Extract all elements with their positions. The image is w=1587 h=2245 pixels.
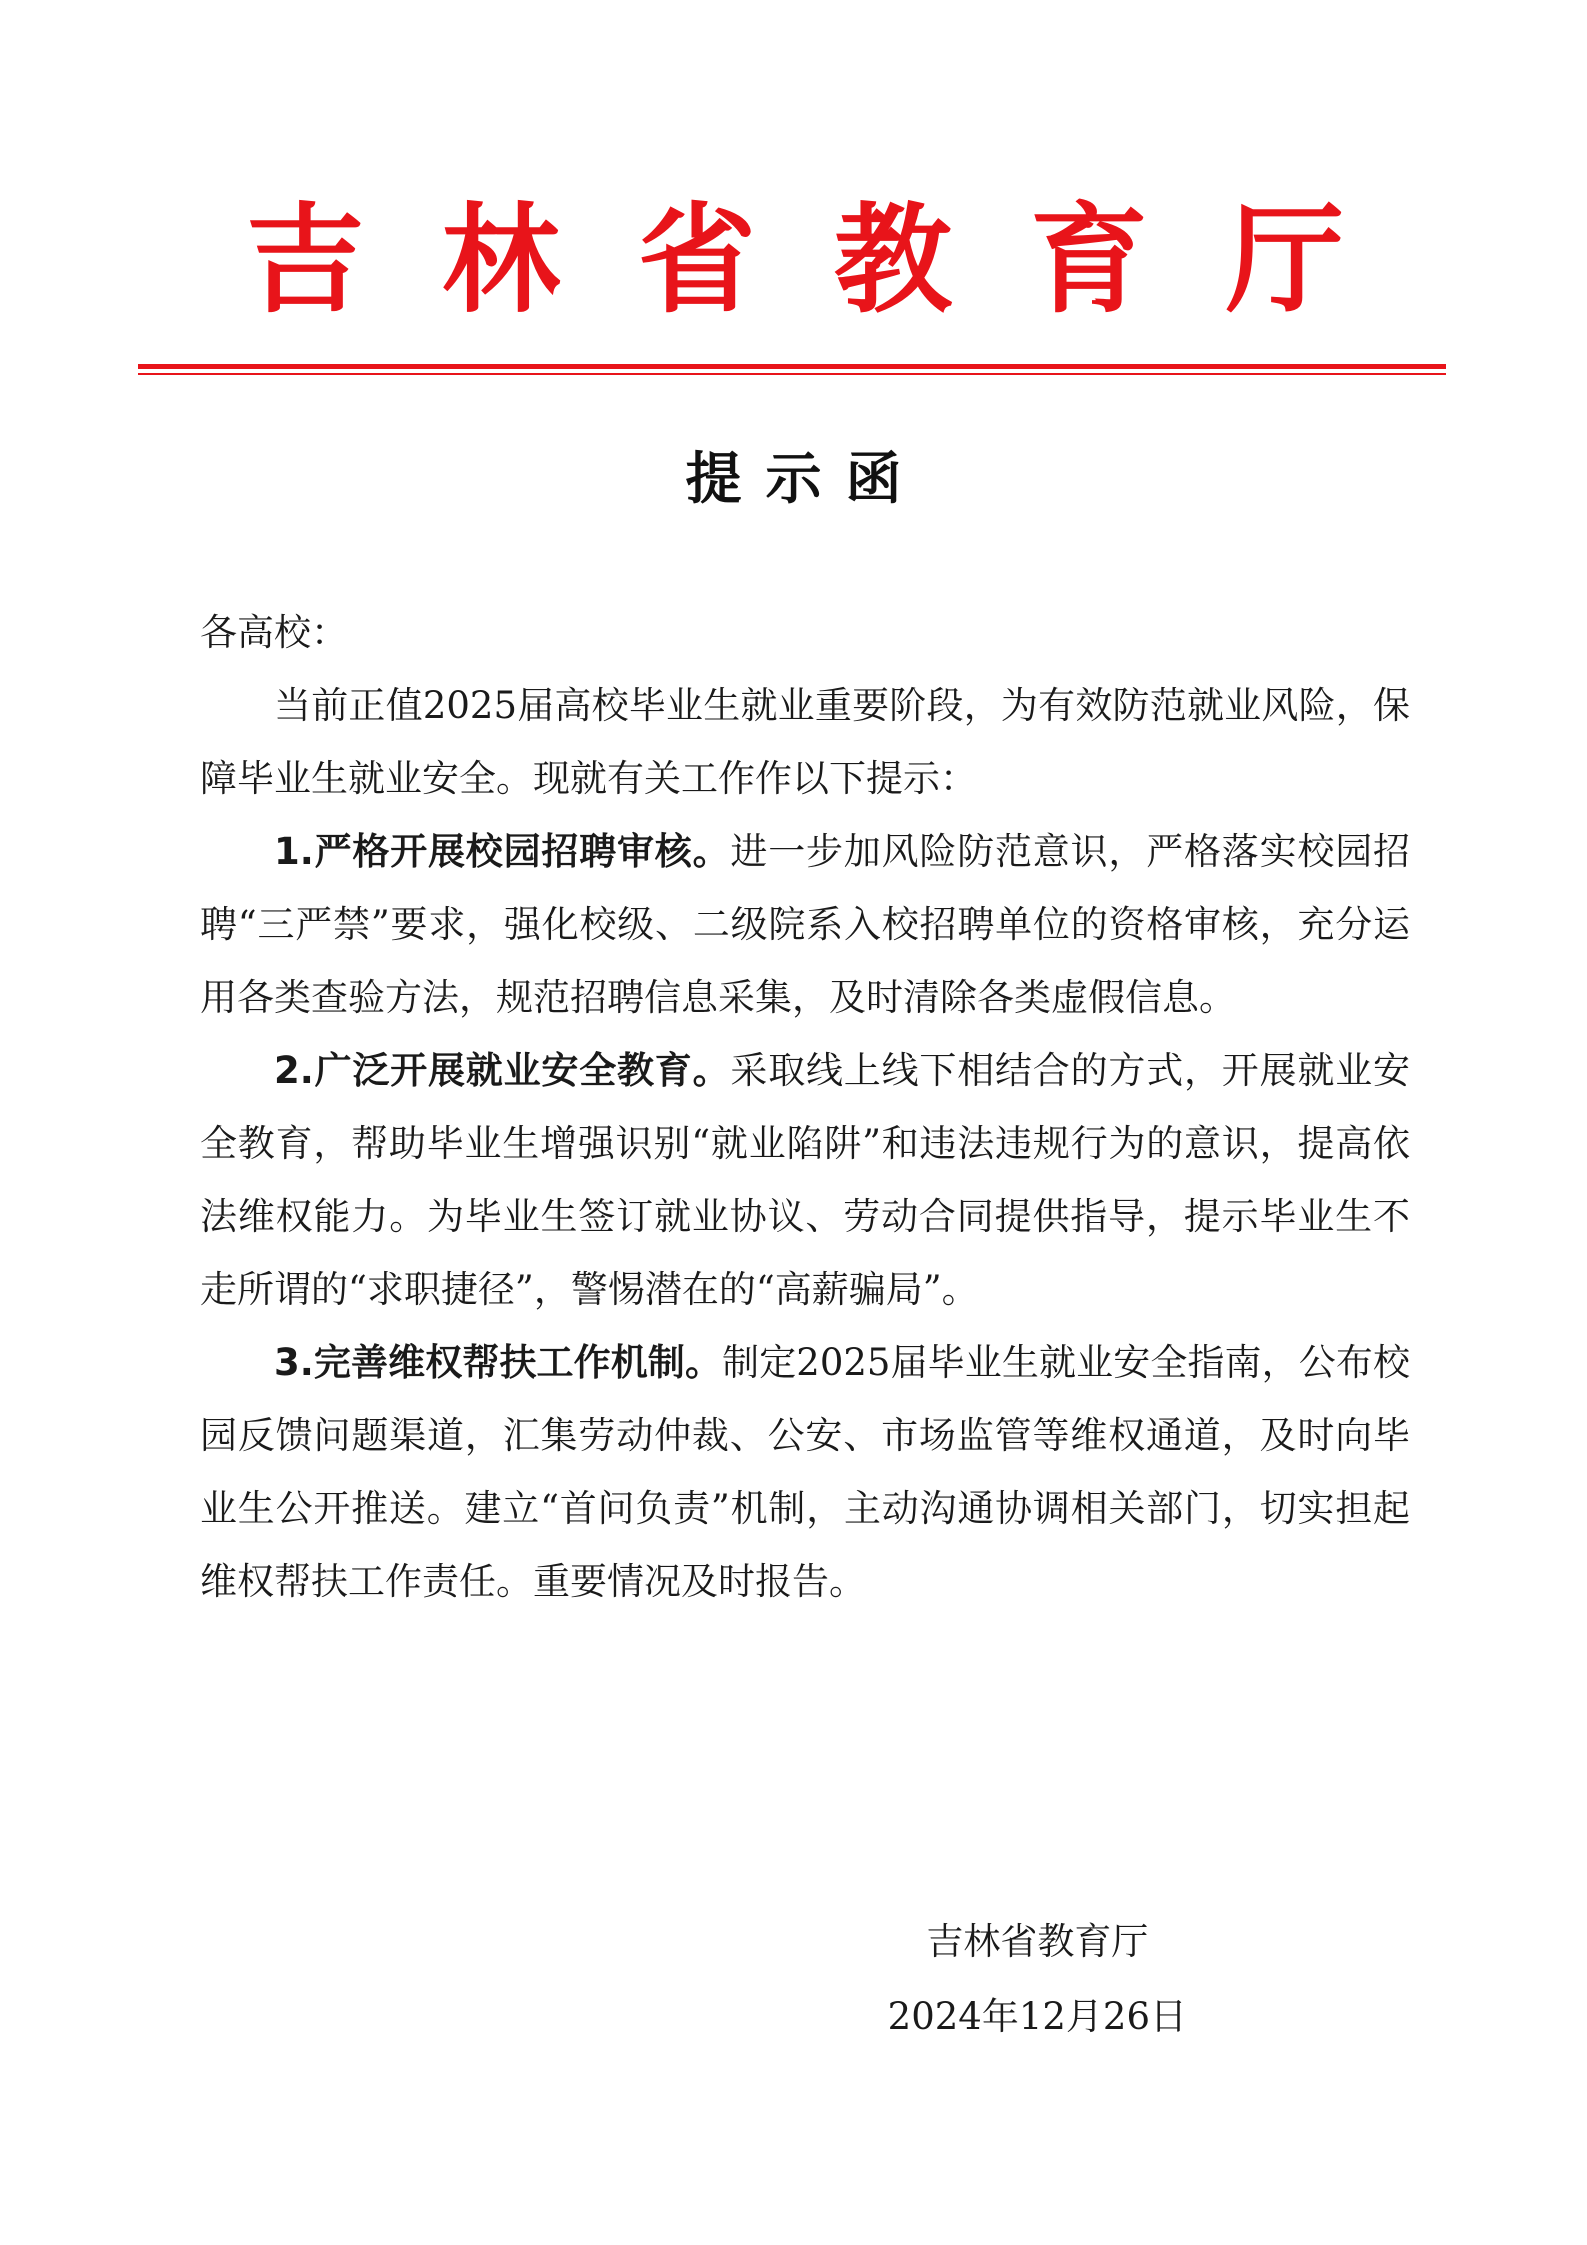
item-heading: 1.严格开展校园招聘审核。 [274,830,731,873]
salutation: 各高校： [200,611,348,654]
item-heading: 3.完善维权帮扶工作机制。 [274,1341,723,1384]
signature-block [888,1904,1187,2054]
item-text: 进一步加风险防范意识，严格落实校园招聘“三严禁”要求，强化校级、二级院系入校招聘单位的资格审核，充分运用各类查验方法，规范招聘信息采集，及时清除各类虚假信息。 [200,830,1410,1019]
item-heading: 2.广泛开展就业安全教育。 [274,1049,731,1092]
issuer-masthead: 吉林省教育厅 [245,191,1422,329]
signature-org: 吉林省教育厅 [926,1920,1149,1963]
masthead-rule-thin [138,373,1446,375]
item-paragraph-2 [200,1034,1410,1326]
item-paragraph-1 [200,815,1410,1034]
item-text: 制定2025届毕业生就业安全指南，公布校园反馈问题渠道，汇集劳动仲裁、公安、市场监管等维权通道，及时向毕业生公开推送。建立“首问负责”机制，主动沟通协调相关部门，切实担起维权帮扶工作责任。重要情况及时报告。 [200,1341,1410,1603]
item-text: 采取线上线下相结合的方式，开展就业安全教育，帮助毕业生增强识别“就业陷阱”和违法违规行为的意识，提高依法维权能力。为毕业生签订就业协议、劳动合同提供指导，提示毕业生不走所谓的“求职捷径”，警惕潜在的“高薪骗局”。 [200,1049,1410,1311]
document-title: 提示函 [685,447,926,512]
masthead-rule-thick [138,364,1446,369]
intro-paragraph: 当前正值2025届高校毕业生就业重要阶段，为有效防范就业风险，保障毕业生就业安全。现就有关工作作以下提示： [200,684,1410,800]
document-body [200,596,1410,1618]
signature-date: 2024年12月26日 [887,1995,1187,2038]
item-paragraph-3 [200,1326,1410,1618]
